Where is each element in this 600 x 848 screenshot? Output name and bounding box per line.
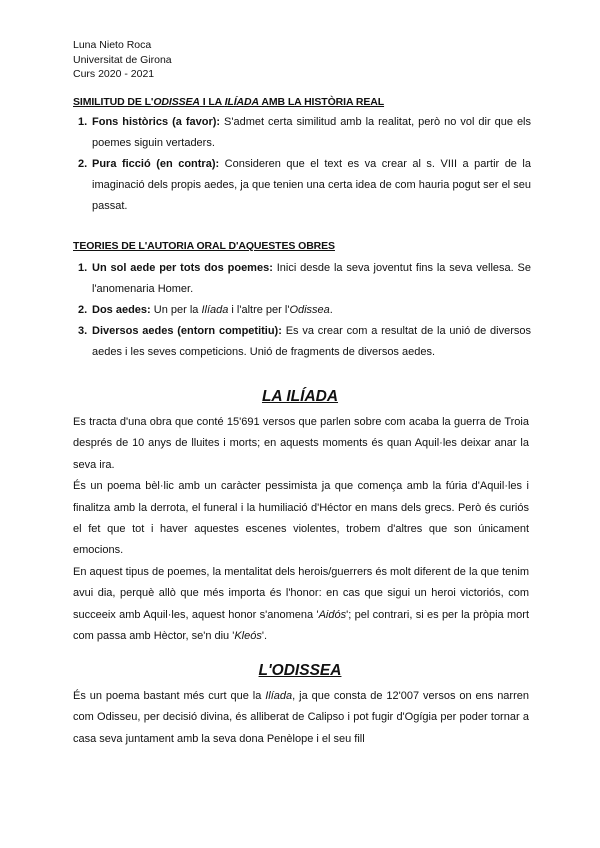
document-header xyxy=(73,38,172,82)
list-item xyxy=(73,112,531,154)
title-odissea: ODISSEA xyxy=(153,96,200,108)
paragraph-text: És un poema bastant més curt que la xyxy=(73,690,266,702)
paragraph-text: En aquest tipus de poemes, la mentalitat dels herois/guerrers és molt diferent de la que tenim avui dia, perquè allò que més importa és l'honor: en cas que sigui un heroi victoriós, com succeeix amb Aquil·les, aquest honor s'anomena ' xyxy=(73,565,529,621)
item-number: 1. xyxy=(78,262,88,274)
title-text: AMB LA HISTÒRIA REAL xyxy=(258,96,385,108)
section-title-teories: TEORIES DE L'AUTORIA ORAL D'AQUESTES OBRES xyxy=(73,240,335,252)
iliada-title: LA ILÍADA xyxy=(261,388,339,405)
item-text: . xyxy=(329,304,333,316)
iliada-body xyxy=(73,412,529,647)
list-item xyxy=(73,300,531,321)
section-title-similitud xyxy=(73,96,384,108)
odissea-title: L'ODISSEA xyxy=(258,662,342,679)
university-name: Universitat de Girona xyxy=(73,53,172,66)
item-number: 1. xyxy=(78,116,88,128)
item-text: Inici desde la seva joventut fins la seva vellesa. Se l'anomenaria Homer. xyxy=(92,262,531,295)
paragraph xyxy=(73,562,529,648)
paragraph-text: , ja que consta de 12'007 versos on ens narren com Odisseu, per decisió divina, és alliberat de Calipso i pot fugir d'Ogígia per poder tornar a casa seva juntament amb la seva dona Penèlope i el seu fill xyxy=(73,690,529,745)
paragraph xyxy=(73,686,529,750)
item-lead: Dos aedes: xyxy=(92,304,151,316)
item-lead: Diversos aedes (entorn competitiu): xyxy=(92,325,282,337)
list-item xyxy=(73,258,531,300)
similitud-list xyxy=(73,112,531,217)
item-text: Un per la xyxy=(150,304,202,316)
item-number: 2. xyxy=(78,158,88,170)
item-lead: Pura ficció (en contra): xyxy=(92,158,220,170)
course-year: Curs 2020 - 2021 xyxy=(73,68,155,80)
author-name: Luna Nieto Roca xyxy=(73,39,152,51)
term-aidos: Aidós xyxy=(318,608,347,621)
term-iliada: Ilíada xyxy=(265,690,293,702)
title-iliada: ILÍADA xyxy=(224,96,259,108)
paragraph: És un poema bèl·lic amb un caràcter pessimista ja que comença amb la fúria d'Aquil·les i finalitza amb la derrota, el funeral i la humiliació d'Héctor en mans dels grecs. Però és curiós el fet que tot i haver aquestes escenes violentes, trobem d'altres que son únicament emocions. xyxy=(73,480,529,557)
item-text: S'admet certa similitud amb la realitat, però no vol dir que els poemes siguin vertaders. xyxy=(92,116,532,149)
term-kleos: Kleós xyxy=(234,630,262,643)
paragraph-text: '; pel contrari, si es per la pròpia mort com passa amb Hèctor, se'n diu ' xyxy=(73,608,529,643)
title-text: I LA xyxy=(199,96,225,108)
list-item xyxy=(73,321,531,363)
item-text: Consideren que el text es va crear al s. VIII a partir de la imaginació dels propis aedes, ja que tenien una certa idea de com hauria pogut ser el seu passat. xyxy=(92,158,531,212)
item-number: 3. xyxy=(78,325,88,337)
item-lead: Un sol aede per tots dos poemes: xyxy=(92,262,273,274)
item-lead: Fons històrics (a favor): xyxy=(92,116,221,128)
title-text: SIMILITUD DE L' xyxy=(73,96,154,108)
item-text-odissea: Odissea xyxy=(289,304,330,316)
teories-list xyxy=(73,258,531,363)
paragraph-text: '. xyxy=(261,630,268,643)
paragraph: Es tracta d'una obra que conté 15'691 versos que parlen sobre com acaba la guerra de Troia després de 10 anys de lluites i morts; en aquests moments és quan Aquil·les deixar anar la seva ira. xyxy=(73,416,529,471)
item-text: i l'altre per l' xyxy=(228,304,290,316)
item-text-iliada: Ilíada xyxy=(201,304,229,316)
item-number: 2. xyxy=(78,304,88,316)
odissea-body xyxy=(73,686,529,750)
item-text: Es va crear com a resultat de la unió de diversos aedes i les seves competicions. Unió de fragments de diversos aedes. xyxy=(92,325,531,358)
list-item xyxy=(73,154,531,217)
